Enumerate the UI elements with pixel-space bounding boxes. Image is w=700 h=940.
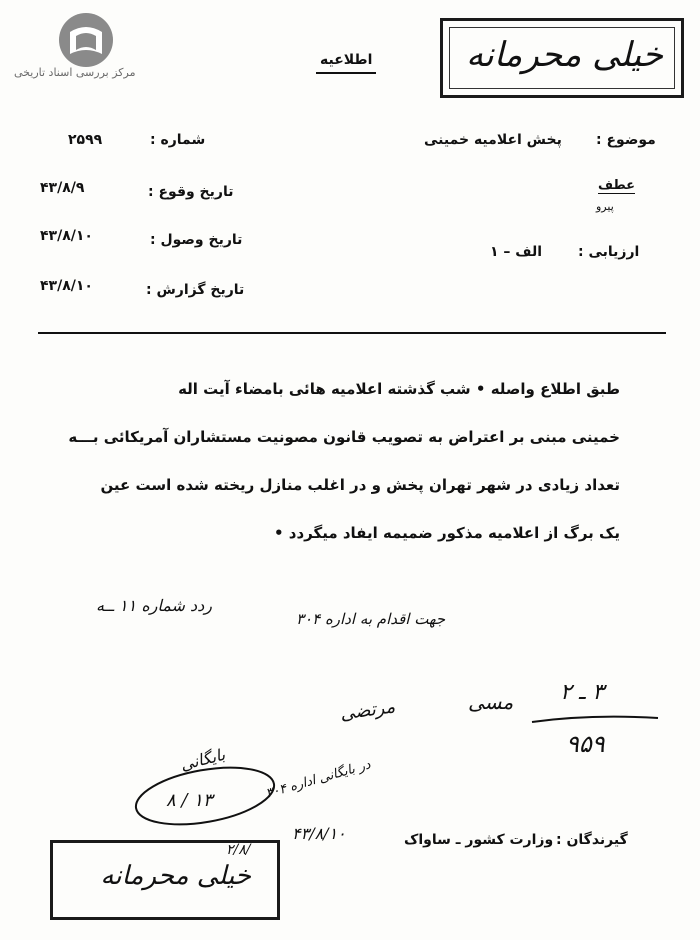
classification-stamp-top: [440, 18, 684, 98]
body-line-1: طبق اطلاع واصله • شب گذشته اعلامیه هائی بامضاء آیت اله: [178, 380, 620, 398]
handwritten-ratio-line: [530, 712, 660, 726]
handwritten-action-note: جهت اقدام به اداره ۳۰۴: [296, 610, 446, 628]
handwritten-archive-sub: ۱۳ / ۸: [166, 790, 213, 811]
report-date-value: ۴۳/۸/۱۰: [40, 278, 93, 294]
receipt-date-value: ۴۳/۸/۱۰: [40, 228, 93, 244]
handwritten-slanted-note: در بایگانی اداره ۳۰۴: [264, 757, 373, 802]
reference-sub: پیرو: [596, 200, 614, 213]
handwritten-note-right: مسی: [468, 690, 514, 714]
subject-value: پخش اعلامیه خمینی: [424, 132, 562, 148]
reference-label: عطف: [598, 178, 636, 193]
number-value: ۲۵۹۹: [68, 132, 103, 148]
handwritten-date-note: ۴۳/۸/۱۰: [292, 824, 346, 843]
logo-caption: مرکز بررسی اسناد تاریخی: [14, 66, 136, 79]
event-date-label: تاریخ وقوع :: [148, 184, 234, 200]
classification-stamp-bottom-text: خیلی محرمانه: [100, 861, 251, 891]
subject-label: موضوع :: [596, 132, 656, 148]
handwritten-ratio-bottom: ۹۵۹: [566, 730, 605, 758]
evaluation-value: الف – ۱: [490, 244, 543, 260]
announcement-title-underline: [316, 72, 376, 74]
evaluation-label: ارزیابی :: [578, 244, 640, 260]
recipients-label: گیرندگان :: [556, 832, 628, 848]
report-date-label: تاریخ گزارش :: [146, 282, 245, 298]
body-line-2: خمینی مبنی بر اعتراض به تصویب قانون مصونیت مستشاران آمریکائی بـــه: [68, 428, 620, 446]
recipients-value: وزارت کشور ـ ساواک: [404, 832, 554, 848]
classification-stamp-bottom: [50, 840, 280, 920]
handwritten-ref-number: ردد شماره ۱۱ ــه: [96, 596, 213, 615]
announcement-title: اطلاعیه: [320, 52, 373, 68]
body-line-3: تعداد زیادی در شهر تهران پخش و در اغلب منازل ریخته شده است عین: [100, 476, 620, 494]
handwritten-signature: مرتضی: [338, 696, 397, 725]
handwritten-archive-note: بایگانی: [178, 744, 227, 775]
receipt-date-label: تاریخ وصول :: [150, 232, 243, 248]
handwritten-bottom-left-note: /۲/۸: [226, 842, 251, 858]
event-date-value: ۴۳/۸/۹: [40, 180, 85, 196]
body-line-4: یک برگ از اعلامیه مذکور ضمیمه ایفاد میگردد •: [273, 524, 620, 542]
header-divider: [38, 332, 666, 334]
handwritten-ratio-top: ۳ ـ ۲: [560, 680, 605, 705]
classification-stamp-top-text: خیلی محرمانه: [466, 35, 663, 75]
archive-logo-icon: [56, 10, 116, 70]
number-label: شماره :: [150, 132, 206, 148]
